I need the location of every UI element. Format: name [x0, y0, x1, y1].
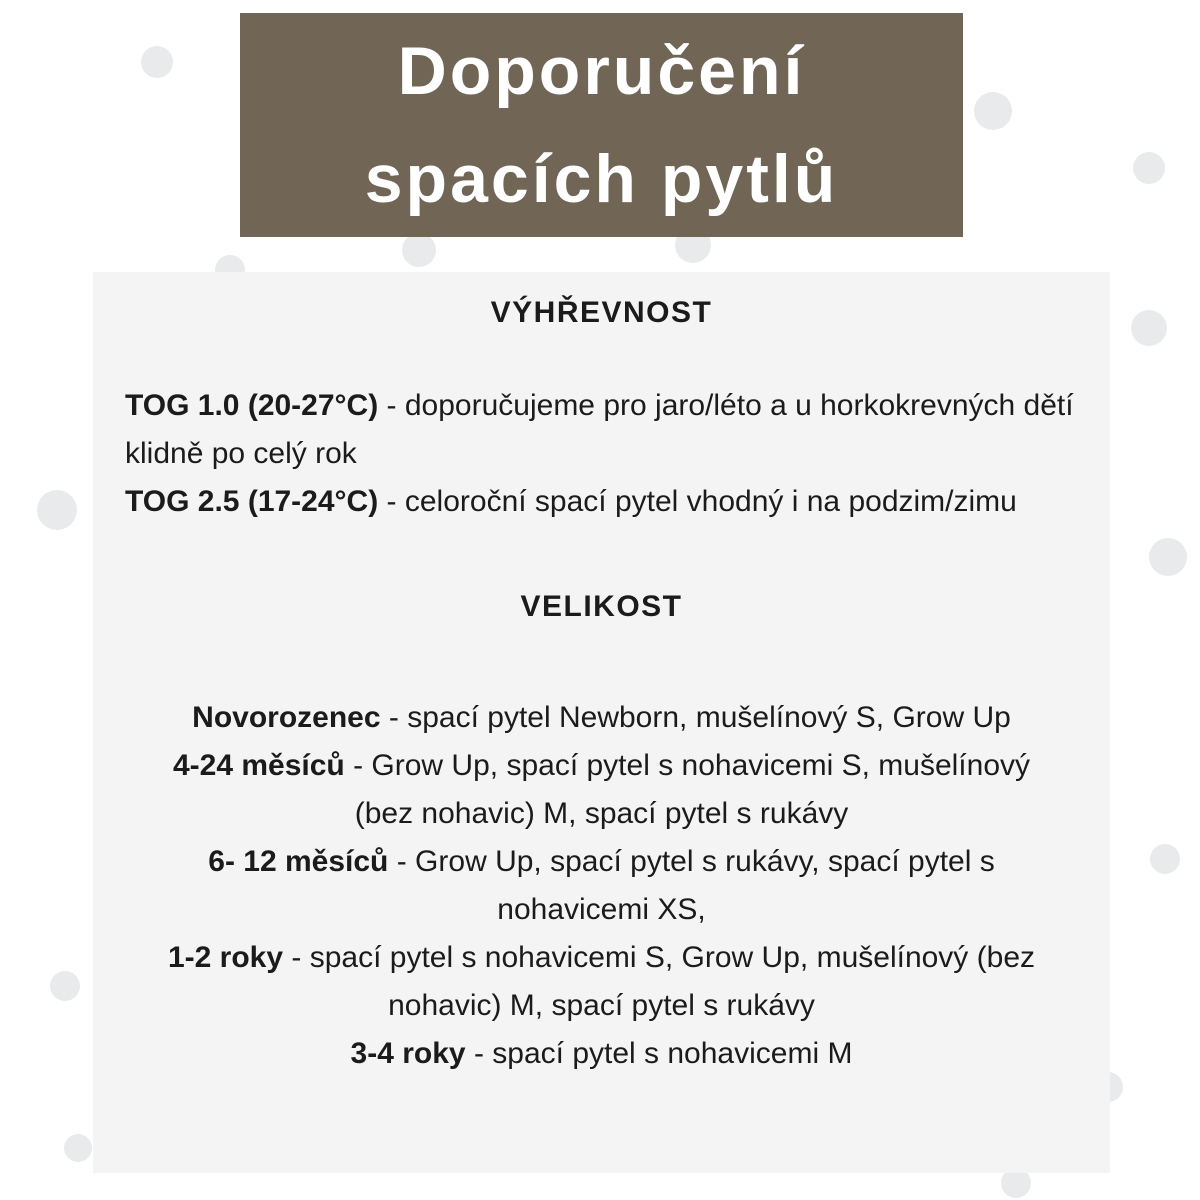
polka-dot-decoration	[1131, 310, 1167, 346]
page-title-line-2: spacích pytlů	[364, 141, 839, 217]
size-item-1-2y-text: - spací pytel s nohavicemi S, Grow Up, mušelínový (bez nohavic) M, spací pytel s rukávy	[291, 941, 1036, 1022]
polka-dot-decoration	[1133, 152, 1165, 184]
warmth-item-tog-2	[125, 478, 1078, 526]
polka-dot-decoration	[1149, 538, 1187, 576]
warmth-item-tog-2-text: - celoroční spací pytel vhodný i na podzim/zimu	[386, 485, 1017, 518]
polka-dot-decoration	[37, 490, 77, 530]
polka-dot-decoration	[50, 971, 80, 1001]
warmth-item-tog-1-label: TOG 1.0 (20-27°C)	[125, 389, 379, 422]
title-banner	[240, 13, 963, 237]
warmth-items-list	[125, 382, 1078, 526]
size-item-newborn	[162, 694, 1042, 742]
size-item-1-2y	[162, 934, 1042, 1030]
warmth-item-tog-2-label: TOG 2.5 (17-24°C)	[125, 485, 379, 518]
size-item-newborn-text: - spací pytel Newborn, mušelínový S, Grow Up	[388, 701, 1011, 734]
size-item-4-24m-label: 4-24 měsíců	[172, 749, 345, 782]
size-item-4-24m	[162, 742, 1042, 838]
warmth-item-tog-1	[125, 382, 1078, 478]
size-item-3-4y-label: 3-4 roky	[350, 1037, 466, 1070]
warmth-item-tog-1-text: - doporučujeme pro jaro/léto a u horkokrevných dětí klidně po celý rok	[125, 389, 1074, 470]
size-item-newborn-label: Novorozenec	[192, 701, 381, 734]
size-item-3-4y-text: - spací pytel s nohavicemi M	[473, 1037, 853, 1070]
size-item-6-12m-label: 6- 12 měsíců	[208, 845, 389, 878]
size-item-3-4y	[162, 1030, 1042, 1078]
size-items-list	[162, 694, 1042, 1078]
polka-dot-decoration	[974, 92, 1012, 130]
warmth-section-heading: VÝHŘEVNOST	[490, 296, 713, 329]
size-item-6-12m	[162, 838, 1042, 934]
polka-dot-decoration	[402, 233, 436, 267]
polka-dot-decoration	[64, 1134, 92, 1162]
size-item-6-12m-text: - Grow Up, spací pytel s rukávy, spací pytel s nohavicemi XS,	[396, 845, 995, 926]
page-title-line-1: Doporučení	[397, 33, 806, 109]
size-section-heading: VELIKOST	[520, 590, 683, 623]
content-panel	[93, 272, 1110, 1173]
size-item-4-24m-text: - Grow Up, spací pytel s nohavicemi S, mušelínový (bez nohavic) M, spací pytel s rukávy	[353, 749, 1031, 830]
polka-dot-decoration	[1150, 844, 1180, 874]
polka-dot-decoration	[141, 46, 173, 78]
size-item-1-2y-label: 1-2 roky	[167, 941, 284, 974]
